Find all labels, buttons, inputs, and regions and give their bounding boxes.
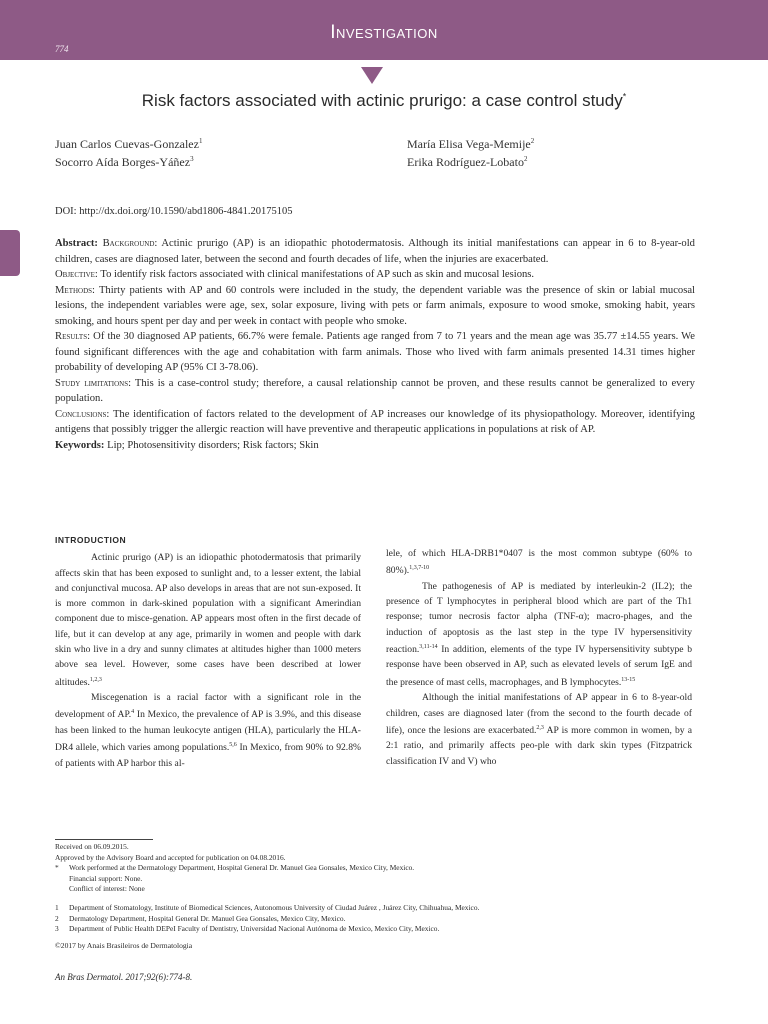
intro-paragraph-4: Although the initial manifestations of AP appear in 6 to 8-year-old children, cases are diagnosed later (from the second to the fourth decade of life), once the lesions are exacerbated.$^{2,3}$ AP is more common in women, by a 2:1 ratio, and primarily affects peo-ple with dark skin types (Fitzpatrick classification IV and V) who [386, 692, 692, 767]
author-2: María Elisa Vega-Memije$^2$ [407, 137, 535, 151]
footnotes [55, 842, 695, 895]
journal-citation: An Bras Dermatol. 2017;92(6):774-8. [55, 972, 193, 982]
footnote-rule [55, 839, 153, 840]
affiliation-2: 2 Dermatology Department, Hospital General Dr. Manuel Gea Gonsales, Mexico City, Mexico. [55, 913, 346, 923]
triangle-marker [361, 67, 383, 84]
intro-paragraph-2-cont: lele, of which HLA-DRB1*0407 is the most common subtype (60% to 80%).$^{1,3,7-10}$ [386, 548, 692, 577]
received-date: Received on 06.09.2015. [55, 842, 129, 851]
intro-paragraph-1: Actinic prurigo (AP) is an idiopathic photodermatosis that primarily affects skin that has been exposed to sunlight and, to a lesser extent, the labial and conjunctival mucosa. AP also develops in areas that are not sun-exposed. It is more common in dark-skined population with a significant Amerindian component due to misce-genation. AP appears most often in the first decade of life, but it can develop at any age, primarily in women and people with dark skin who live in a dry and sunny climates at altitudes higher than 1000 meters above sea level. However, some cases have been described at lower altitudes.$^{1,2,3}$ [55, 552, 361, 688]
approved-date: Approved by the Advisory Board and accepted for publication on 04.08.2016. [55, 852, 286, 862]
intro-paragraph-3: The pathogenesis of AP is mediated by interleukin-2 (IL2); the presence of T lymphocytes in peripheral blood which are part of the Th1 response; tumor necrosis factor alpha (TNF-α); macro-phages, and the induction of apoptosis as the last step in the type IV hypersensitivity reaction.$^{3,11-14}$ In addition, elements of the type IV hypersensitivity subtype b response have been observed in AP, such as elevated levels of serum IgE and the presence of mast cells, macrophages, and B lymphocytes.$^{13-15}$ [386, 580, 692, 688]
page-number: 774 [55, 44, 69, 54]
article-title: Risk factors associated with actinic prurigo: a case control study* [141, 91, 627, 110]
intro-column-right [386, 546, 692, 769]
author-3: Socorro Aída Borges-Yáñez$^3$ [55, 155, 194, 169]
author-4: Erika Rodríguez-Lobato$^2$ [407, 155, 528, 169]
author-1: Juan Carlos Cuevas-Gonzalez$^1$ [55, 137, 203, 151]
affiliations [55, 903, 715, 935]
side-tab [0, 230, 20, 276]
affiliation-3: 3 Department of Public Health DEPeI Faculty of Dentistry, Universidad Nacional Autónoma de Mexico, Mexico City, Mexico. [55, 924, 440, 933]
header-bar [0, 0, 768, 60]
intro-column-left [55, 533, 361, 771]
copyright: ©2017 by Anais Brasileiros de Dermatologia [55, 941, 193, 950]
doi-link[interactable]: DOI: http://dx.doi.org/10.1590/abd1806-4841.20175105 [55, 206, 293, 217]
conflict-of-interest: Conflict of interest: None [69, 884, 145, 893]
work-note: * Work performed at the Dermatology Department, Hospital General Dr. Manuel Gea Gonsales, Mexico City, Mexico. [55, 863, 415, 872]
section-label: Investigation [330, 22, 438, 43]
intro-paragraph-2: Miscegenation is a racial factor with a significant role in the development of AP.$^4$ In Mexico, the prevalence of AP is 3.9%, and this disease has been linked to the human leukocyte antigen (HLA), particularly the HLA-DR4 allele, which varies among populations.$^{5,6}$ In Mexico, from 90% to 92.8% of patients with AP harbor this al- [55, 692, 361, 769]
abstract: Abstract: Background: Actinic prurigo (AP) is an idiopathic photodermatosis. Although its initial manifestations can appear in 6 to 8-year-old children, cases are diagnosed later, between the second and fourth decades of life, when the injuries are exacerbated. Objective: To identify risk factors associated with clinical manifestations of AP such as skin and mucosal lesions. Methods: Thirty patients with AP and 60 controls were included in the study, the dependent variable was the presence of skin or labial mucosal lesions, the independent variables were age, sex, solar exposure, living with pets or farm animals, exposure to wood smoke, smoking habit, years smoking, and hours spent per day and per week in contact with people who smoke. Results: Of the 30 diagnosed AP patients, 66.7% were female. Patients age ranged from 7 to 71 years and the mean age was 35.77 ±14.55 years. We found significant differences with the age and cohabitation with farm animals. Those who lived with farm animals presented 14.31 times higher probability of developing AP (95% CI 3-78.06). Study limitations: This is a case-control study; therefore, a causal relationship cannot be proven, and these results cannot be generalized to every population. Conclusions: The identification of factors related to the development of AP increases our knowledge of its physiopathology. Moreover, identifying antigens that possibly trigger the allergic reaction will have preventive and therapeutic applications in populations at risk of AP. Keywords: Lip; Photosensitivity disorders; Risk factors; Skin [55, 238, 695, 451]
financial-support: Financial support: None. [69, 873, 143, 883]
intro-heading: INTRODUCTION [55, 535, 127, 545]
affiliation-1: 1 Department of Stomatology, Institute of Biomedical Sciences, Autonomous University of Ciudad Juárez , Juárez City, Chihuahua, Mexico. [55, 903, 480, 912]
